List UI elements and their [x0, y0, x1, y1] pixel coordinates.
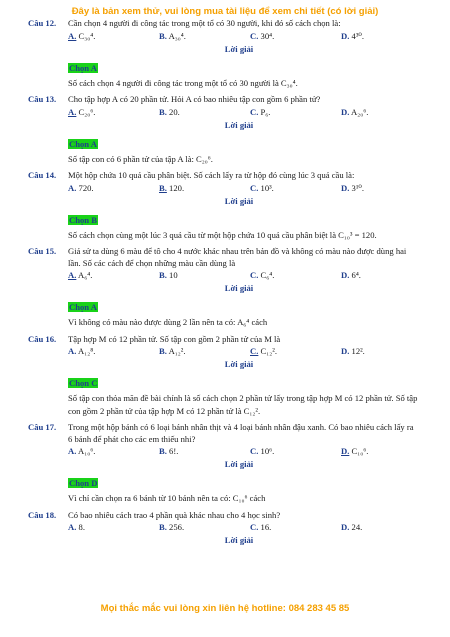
question-12 — [0, 18, 450, 89]
question-13 — [0, 94, 450, 165]
option-c: C. 16. — [250, 522, 272, 532]
solution-heading: Lời giải — [224, 359, 254, 369]
header-banner: Đây là bản xem thử, vui lòng mua tài liệu để xem chi tiết (có lời giải) — [71, 6, 379, 17]
explanation: Số tập con thỏa mãn đề bài chính là số cách chọn 2 phần tử lấy trong tập hợp M có 12 phần tử. Số tập con gồm 2 phần tử của tập hợp M có 12 phần tử là C₁₂². — [68, 393, 418, 416]
question-text: Trong một hộp bánh có 6 loại bánh nhân thịt và 4 loại bánh nhân đậu xanh. Có bao nhiêu cách lấy ra 6 bánh để phát cho các em thiếu nhi? — [68, 422, 414, 444]
solution-heading: Lời giải — [224, 119, 254, 130]
option-d: D. 3¹⁰. — [341, 182, 364, 193]
question-14 — [0, 170, 450, 241]
options — [68, 521, 450, 534]
question-number: Câu 18. — [28, 509, 57, 520]
option-a: A. A₆⁴. — [68, 270, 93, 280]
explanation: Vì chỉ cần chọn ra 6 bánh từ 10 bánh nên ta có: C₁₀⁶ cách — [68, 493, 266, 503]
explanation: Vì không có màu nào được dùng 2 lần nên ta có: A₆⁴ cách — [68, 317, 268, 327]
option-b: B. 10 — [159, 270, 178, 280]
answer-choice: Chọn B — [69, 214, 97, 225]
solution-heading: Lời giải — [224, 459, 254, 469]
option-a: A. C₂₀⁶. — [68, 106, 96, 117]
option-d: D. 24. — [341, 522, 363, 532]
option-d: D. 4³⁰. — [341, 30, 364, 41]
option-c: C. C₁₂². — [250, 346, 277, 356]
option-b: B. 256. — [159, 522, 185, 532]
question-text: Tập hợp M có 12 phần tử. Số tập con gồm 2 phần tử của M là — [68, 333, 281, 344]
explanation: Số tập con có 6 phần tử của tập A là: C₂₀⁶. — [68, 153, 213, 164]
options — [68, 182, 450, 195]
question-text: Có bao nhiêu cách trao 4 phần quà khác nhau cho 4 học sinh? — [68, 509, 281, 520]
option-c: C. P₆. — [250, 106, 271, 117]
solution-heading: Lời giải — [224, 43, 254, 54]
footer-banner: Mọi thắc mắc vui lòng xin liên hệ hotline: 084 283 45 85 — [100, 603, 350, 614]
option-c: C. 30⁴. — [250, 30, 275, 41]
option-a: A. C₃₀⁴. — [68, 30, 96, 41]
answer-choice: Chọn C — [69, 378, 98, 388]
solution-heading: Lời giải — [224, 283, 254, 293]
question-number: Câu 12. — [28, 18, 57, 28]
explanation: Số cách chọn cùng một lúc 3 quả cầu từ một hộp chứa 10 quả cầu phân biệt là C₁₀³ = 120. — [68, 229, 377, 240]
option-b: B. 6!. — [159, 446, 179, 456]
option-d: D. 6⁴. — [341, 270, 361, 280]
option-b: B. A₃₀⁴. — [159, 30, 186, 41]
option-d: D. C₁₀⁶. — [341, 446, 369, 456]
option-a: A. 8. — [68, 522, 85, 532]
question-18 — [0, 510, 450, 548]
option-b: B. 20. — [159, 106, 180, 117]
option-d: D. 12². — [341, 346, 365, 356]
question-number: Câu 14. — [28, 170, 57, 180]
explanation: Số cách chọn 4 người đi công tác trong một tổ có 30 người là C₃₀⁴. — [68, 77, 298, 88]
option-c: C. 10⁶. — [250, 446, 275, 456]
solution-heading: Lời giải — [224, 195, 254, 206]
question-number: Câu 13. — [28, 94, 57, 104]
solution-heading: Lời giải — [224, 535, 254, 545]
question-17 — [0, 422, 450, 505]
question-text: Giả sử ta dùng 6 màu để tô cho 4 nước khác nhau trên bản đồ và không có màu nào được dùng hai lần. Số các cách để chọn những màu cần dùng là — [68, 246, 407, 268]
options — [68, 269, 450, 282]
question-list — [0, 18, 450, 552]
question-text: Một hộp chứa 10 quả cầu phân biệt. Số cách lấy ra từ hộp đó cùng lúc 3 quả cầu là: — [68, 170, 355, 180]
question-number: Câu 17. — [28, 422, 57, 432]
option-d: D. A₂₀⁶. — [341, 106, 369, 117]
option-c: C. C₆⁴. — [250, 270, 275, 280]
question-16 — [0, 334, 450, 418]
option-b: B. 120. — [159, 182, 185, 193]
question-text: Cần chọn 4 người đi công tác trong một tổ có 30 người, khi đó số cách chọn là: — [68, 18, 341, 28]
question-number: Câu 15. — [28, 246, 57, 256]
options — [68, 345, 450, 358]
answer-choice: Chọn A — [69, 302, 97, 312]
option-c: C. 10³. — [250, 182, 274, 193]
option-a: A. A₁₂⁸. — [68, 346, 96, 356]
option-b: B. A₁₂². — [159, 346, 186, 356]
question-15 — [0, 246, 450, 329]
question-number: Câu 16. — [28, 333, 57, 344]
answer-choice: Chọn A — [69, 62, 97, 73]
option-a: A. A₁₀⁶. — [68, 446, 96, 456]
option-a: A. 720. — [68, 182, 94, 193]
options — [68, 30, 450, 43]
question-text: Cho tập hợp A có 20 phần tử. Hỏi A có bao nhiêu tập con gồm 6 phần tử? — [68, 94, 321, 104]
options — [68, 445, 450, 458]
answer-choice: Chọn A — [69, 138, 97, 149]
options — [68, 106, 450, 119]
answer-choice: Chọn D — [69, 478, 98, 488]
